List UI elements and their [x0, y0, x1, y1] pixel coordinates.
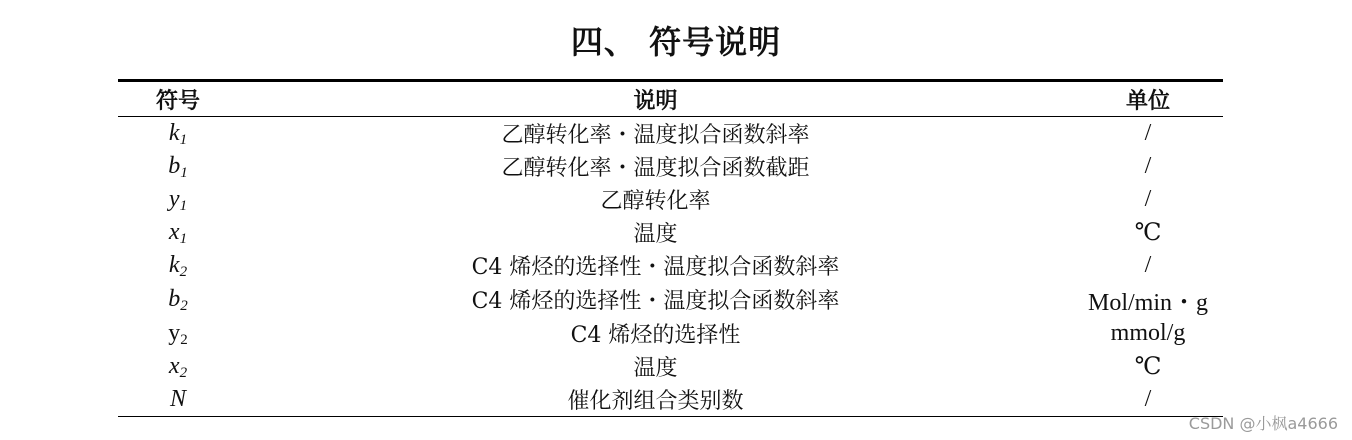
header-description: 说明: [633, 88, 678, 114]
symbol-base: k: [168, 252, 180, 278]
symbol-cell: [118, 216, 238, 249]
description-cell: C4 烯烃的选择性・温度拟合函数斜率: [471, 255, 840, 280]
symbol-base: y: [168, 320, 181, 346]
symbol: [168, 320, 188, 346]
symbol-cell: [118, 150, 238, 183]
table-row: [118, 150, 1223, 183]
symbol-base: b: [168, 153, 181, 179]
symbol: [169, 186, 187, 212]
description-cell: 温度: [633, 356, 678, 381]
symbol-base: x: [168, 219, 180, 245]
unit-cell: mmol/g: [1110, 320, 1186, 346]
unit-cell: ℃: [1134, 220, 1162, 246]
description-cell: 乙醇转化率・温度拟合函数截距: [501, 156, 810, 181]
symbol-base: k: [168, 120, 180, 146]
symbol-cell: [118, 317, 238, 350]
table-row: [118, 117, 1223, 151]
symbol-cell: [118, 249, 238, 282]
symbol: [168, 153, 188, 179]
unit-cell: /: [1144, 153, 1152, 179]
symbol-base: x: [168, 353, 180, 379]
header-symbol: 符号: [155, 88, 200, 114]
description-cell: C4 烯烃的选择性: [570, 323, 741, 348]
symbol-base: y: [168, 186, 180, 212]
table-row: [118, 350, 1223, 383]
symbol: [169, 252, 187, 278]
unit-cell: /: [1144, 252, 1152, 278]
description-cell: 乙醇转化率・温度拟合函数斜率: [501, 123, 810, 148]
table-row: [118, 183, 1223, 216]
unit-cell: /: [1144, 120, 1152, 146]
symbol: [169, 120, 187, 146]
symbol-cell: [118, 383, 238, 417]
symbol: [169, 353, 187, 379]
symbol-subscript: 2: [179, 365, 188, 381]
unit-cell: Mol/min・g: [1087, 290, 1208, 316]
symbol-base: b: [168, 286, 181, 312]
symbol-cell: [118, 282, 238, 317]
table-row: [118, 216, 1223, 249]
symbol: [168, 286, 188, 312]
symbol-subscript: 1: [179, 231, 188, 247]
section-title: 四、 符号说明: [570, 23, 782, 61]
table-row: [118, 282, 1223, 317]
symbol-subscript: 2: [180, 298, 188, 314]
symbol-table-container: [118, 79, 1223, 417]
table-header-row: [118, 81, 1223, 117]
symbol-subscript: 2: [180, 332, 188, 348]
description-cell: 催化剂组合类别数: [567, 389, 744, 414]
description-cell: 温度: [633, 222, 678, 247]
table-row: [118, 249, 1223, 282]
symbol-subscript: 2: [179, 264, 188, 280]
symbol-cell: [118, 117, 238, 151]
description-cell: 乙醇转化率: [600, 189, 711, 214]
unit-cell: /: [1144, 186, 1152, 212]
symbol: [169, 219, 187, 245]
symbol-subscript: 1: [180, 165, 188, 181]
symbol-cell: [118, 183, 238, 216]
symbol-base: N: [169, 386, 186, 412]
symbol-subscript: 1: [179, 132, 188, 148]
table-row: [118, 317, 1223, 350]
table-row: [118, 383, 1223, 417]
symbol-cell: [118, 350, 238, 383]
unit-cell: /: [1144, 386, 1152, 412]
symbol: [170, 386, 186, 412]
description-cell: C4 烯烃的选择性・温度拟合函数斜率: [471, 289, 840, 314]
watermark: CSDN @小枫a4666: [1188, 414, 1338, 433]
header-unit: 单位: [1125, 88, 1170, 114]
symbol-subscript: 1: [179, 198, 188, 214]
unit-cell: ℃: [1134, 354, 1162, 380]
symbol-table: [118, 79, 1223, 417]
table-body: [118, 117, 1223, 417]
